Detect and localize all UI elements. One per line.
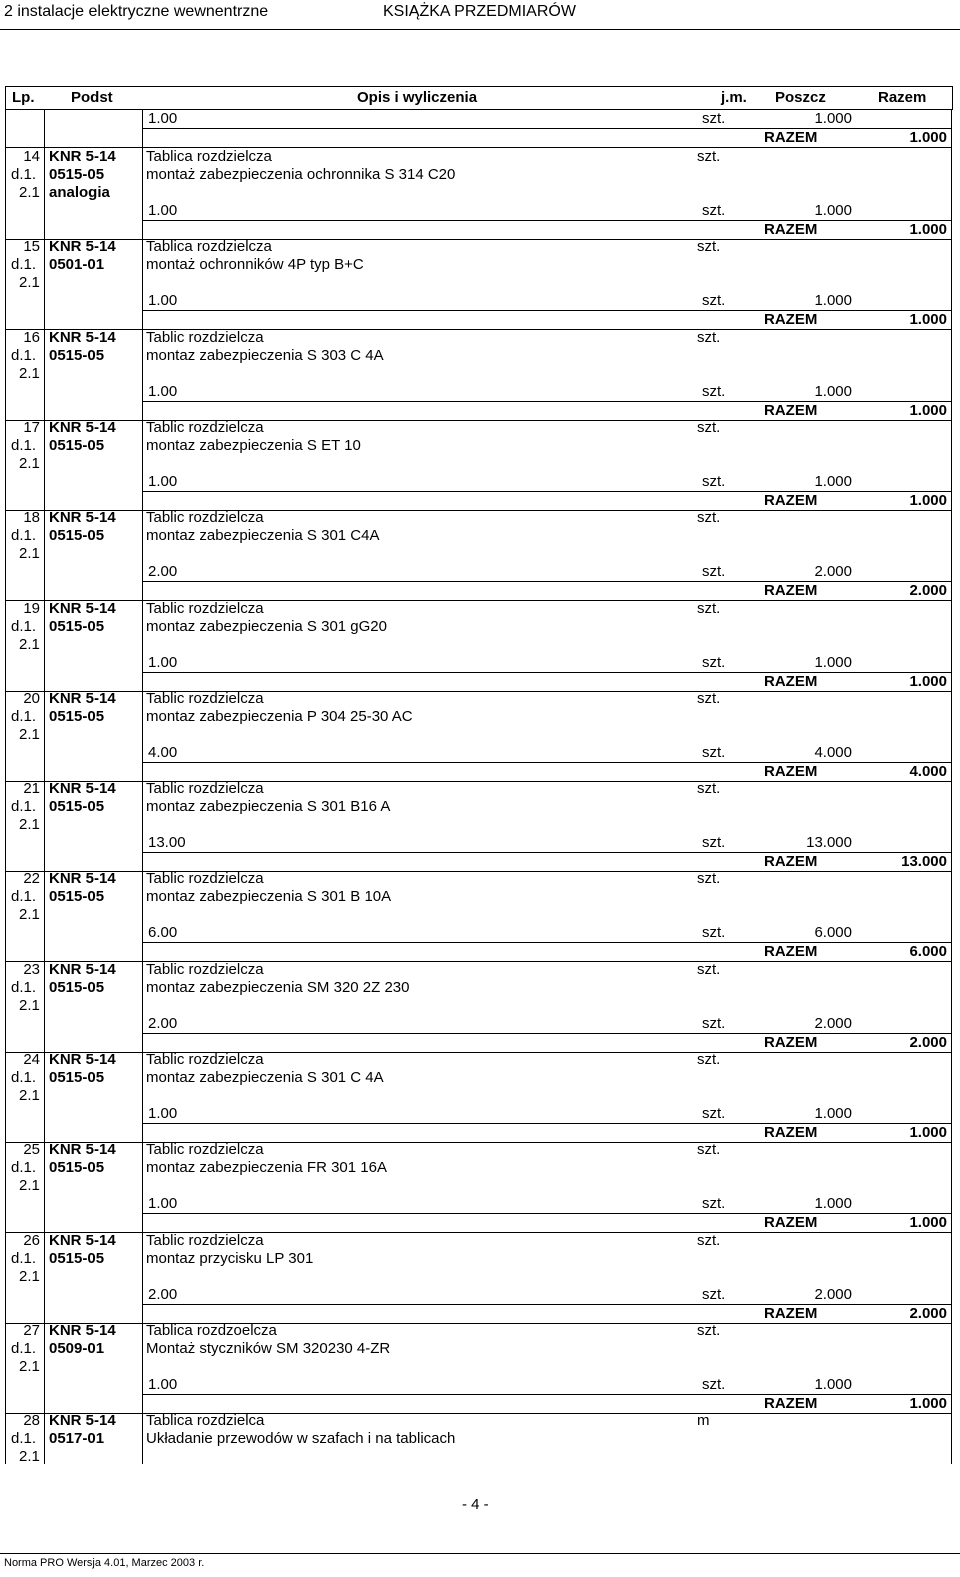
position-row xyxy=(5,600,951,670)
razem-label: RAZEM xyxy=(764,763,818,780)
basis-table: 0515-05 xyxy=(49,1159,105,1176)
software-footer: Norma PRO Wersja 4.01, Marzec 2003 r. xyxy=(4,1557,205,1569)
razem-label: RAZEM xyxy=(764,1305,818,1322)
quantity-poszcz: 13.000 xyxy=(806,834,852,851)
basis-table: 0515-05 xyxy=(49,527,105,544)
razem-line xyxy=(0,221,951,239)
basis-table: 0515-05 xyxy=(49,888,105,905)
position-number-part: 2.1 xyxy=(19,906,40,923)
razem-line xyxy=(0,1395,951,1413)
position-unit: szt. xyxy=(697,509,721,526)
razem-value: 1.000 xyxy=(909,492,947,509)
razem-value: 1.000 xyxy=(909,221,947,238)
quantity-value: 1.00 xyxy=(148,202,178,219)
razem-value: 1.000 xyxy=(909,1395,947,1412)
quantity-unit: szt. xyxy=(702,654,726,671)
position-unit: szt. xyxy=(697,329,721,346)
quantity-poszcz: 1.000 xyxy=(814,1376,852,1393)
position-unit: szt. xyxy=(697,419,721,436)
basis-catalog: KNR 5-14 xyxy=(49,780,116,797)
position-unit: szt. xyxy=(697,238,721,255)
basis-table: 0509-01 xyxy=(49,1340,105,1357)
razem-line xyxy=(0,1034,951,1052)
basis-catalog: KNR 5-14 xyxy=(49,961,116,978)
quantity-value: 13.00 xyxy=(148,834,186,851)
table-column-headers xyxy=(5,86,953,110)
position-number-part: 2.1 xyxy=(19,545,40,562)
position-description: montaz zabezpieczenia P 304 25-30 AC xyxy=(146,708,413,725)
position-number: 28 xyxy=(23,1412,40,1429)
razem-label: RAZEM xyxy=(764,402,818,419)
quantity-value: 2.00 xyxy=(148,1286,178,1303)
position-description: Układanie przewodów w szafach i na tablicach xyxy=(146,1430,456,1447)
quantity-value: 1.00 xyxy=(148,654,178,671)
razem-value: 2.000 xyxy=(909,1305,947,1322)
razem-value: 1.000 xyxy=(909,311,947,328)
column-header-poszcz: Poszcz xyxy=(775,89,826,106)
basis-catalog: KNR 5-14 xyxy=(49,870,116,887)
position-number-part: d.1. xyxy=(11,1069,37,1086)
razem-line xyxy=(0,763,951,781)
position-number: 21 xyxy=(23,780,40,797)
position-row xyxy=(5,1232,951,1302)
razem-line xyxy=(0,402,951,420)
position-description: montaż zabezpieczenia ochronnika S 314 C20 xyxy=(146,166,456,183)
razem-label: RAZEM xyxy=(764,1214,818,1231)
position-number-part: 2.1 xyxy=(19,184,40,201)
razem-value: 2.000 xyxy=(909,582,947,599)
quantity-unit: szt. xyxy=(702,202,726,219)
position-unit: szt. xyxy=(697,780,721,797)
basis-catalog: KNR 5-14 xyxy=(49,509,116,526)
column-header-razem: Razem xyxy=(878,89,927,106)
position-title: Tablic rozdzielcza xyxy=(146,329,264,346)
basis-table: 0515-05 xyxy=(49,437,105,454)
position-number-part: d.1. xyxy=(11,1159,37,1176)
position-title: Tablica rozdzielca xyxy=(146,1412,265,1429)
quantity-unit: szt. xyxy=(702,1195,726,1212)
position-row xyxy=(5,1141,951,1211)
basis-catalog: KNR 5-14 xyxy=(49,1141,116,1158)
quantity-unit: szt. xyxy=(702,1286,726,1303)
quantity-unit: szt. xyxy=(702,563,726,580)
position-number: 18 xyxy=(23,509,40,526)
razem-line xyxy=(0,673,951,691)
position-number-part: 2.1 xyxy=(19,1177,40,1194)
quantity-value: 2.00 xyxy=(148,563,178,580)
header-rule xyxy=(0,29,960,30)
razem-value: 1.000 xyxy=(909,129,947,146)
basis-table: 0515-05 xyxy=(49,618,105,635)
position-description: montaz przycisku LP 301 xyxy=(146,1250,314,1267)
position-description: montaz zabezpieczenia SM 320 2Z 230 xyxy=(146,979,410,996)
basis-table: 0517-01 xyxy=(49,1430,105,1447)
position-number-part: 2.1 xyxy=(19,636,40,653)
razem-label: RAZEM xyxy=(764,129,818,146)
column-header-podst: Podst xyxy=(71,89,113,106)
razem-value: 1.000 xyxy=(909,673,947,690)
quantity-poszcz: 2.000 xyxy=(814,563,852,580)
position-number-part: d.1. xyxy=(11,979,37,996)
basis-catalog: KNR 5-14 xyxy=(49,1322,116,1339)
quantity-value: 1.00 xyxy=(148,383,178,400)
position-number: 24 xyxy=(23,1051,40,1068)
razem-label: RAZEM xyxy=(764,673,818,690)
razem-line xyxy=(0,853,951,871)
position-row xyxy=(5,148,951,218)
position-number-part: d.1. xyxy=(11,256,37,273)
position-row xyxy=(5,1412,951,1482)
position-number-part: d.1. xyxy=(11,888,37,905)
basis-catalog: KNR 5-14 xyxy=(49,1412,116,1429)
position-unit: szt. xyxy=(697,600,721,617)
basis-catalog: KNR 5-14 xyxy=(49,419,116,436)
position-row xyxy=(5,329,951,399)
column-header-opis: Opis i wyliczenia xyxy=(357,89,478,106)
razem-value: 1.000 xyxy=(909,402,947,419)
basis-table: 0515-05 xyxy=(49,708,105,725)
position-number-part: d.1. xyxy=(11,618,37,635)
position-number-part: d.1. xyxy=(11,708,37,725)
quantity-value: 6.00 xyxy=(148,924,178,941)
position-row xyxy=(5,870,951,940)
basis-table: 0515-05 xyxy=(49,1250,105,1267)
position-title: Tablica rozdzielcza xyxy=(146,238,272,255)
position-number-part: 2.1 xyxy=(19,1268,40,1285)
quantity-poszcz: 1.000 xyxy=(814,292,852,309)
quantity-unit: szt. xyxy=(702,1015,726,1032)
quantity-value: 4.00 xyxy=(148,744,178,761)
position-title: Tablica rozdzielcza xyxy=(146,148,272,165)
position-description: montaz zabezpieczenia S ET 10 xyxy=(146,437,361,454)
basis-table: 0515-05 xyxy=(49,798,105,815)
quantity-poszcz: 1.000 xyxy=(814,1105,852,1122)
position-description: montaz zabezpieczenia S 301 B 10A xyxy=(146,888,392,905)
quantity-unit: szt. xyxy=(702,834,726,851)
razem-line xyxy=(0,311,951,329)
razem-label: RAZEM xyxy=(764,221,818,238)
position-unit: szt. xyxy=(697,148,721,165)
razem-label: RAZEM xyxy=(764,943,818,960)
razem-line xyxy=(0,943,951,961)
position-title: Tablic rozdzielcza xyxy=(146,419,264,436)
quantity-unit: szt. xyxy=(702,1376,726,1393)
position-number: 20 xyxy=(23,690,40,707)
position-unit: szt. xyxy=(697,870,721,887)
razem-value: 2.000 xyxy=(909,1034,947,1051)
position-number: 16 xyxy=(23,329,40,346)
position-title: Tablic rozdzielcza xyxy=(146,780,264,797)
razem-line xyxy=(0,1214,951,1232)
razem-line xyxy=(0,1124,951,1142)
quantity-unit: szt. xyxy=(702,1105,726,1122)
razem-line xyxy=(0,582,951,600)
position-number-part: d.1. xyxy=(11,437,37,454)
position-number: 27 xyxy=(23,1322,40,1339)
position-number-part: d.1. xyxy=(11,1430,37,1447)
position-unit: szt. xyxy=(697,961,721,978)
quantity-value: 1.00 xyxy=(148,1105,178,1122)
position-title: Tablic rozdzielcza xyxy=(146,1051,264,1068)
basis-catalog: KNR 5-14 xyxy=(49,148,116,165)
position-description: montaz zabezpieczenia S 301 C 4A xyxy=(146,1069,384,1086)
position-number-part: 2.1 xyxy=(19,997,40,1014)
position-description: Montaż styczników SM 320230 4-ZR xyxy=(146,1340,391,1357)
basis-catalog: KNR 5-14 xyxy=(49,238,116,255)
basis-catalog: KNR 5-14 xyxy=(49,329,116,346)
position-title: Tablica rozdzoelcza xyxy=(146,1322,277,1339)
position-number-part: d.1. xyxy=(11,798,37,815)
position-unit: m xyxy=(697,1412,710,1429)
position-unit: szt. xyxy=(697,1322,721,1339)
basis-table: 0515-05 xyxy=(49,1069,105,1086)
position-number: 23 xyxy=(23,961,40,978)
quantity-unit: szt. xyxy=(702,744,726,761)
basis-catalog: KNR 5-14 xyxy=(49,690,116,707)
quantity-poszcz: 1.000 xyxy=(814,202,852,219)
quantity-value: 1.00 xyxy=(148,473,178,490)
quantity-unit: szt. xyxy=(702,473,726,490)
footer-rule xyxy=(0,1553,960,1554)
position-number: 25 xyxy=(23,1141,40,1158)
position-number: 17 xyxy=(23,419,40,436)
position-number-part: d.1. xyxy=(11,1340,37,1357)
position-number-part: d.1. xyxy=(11,166,37,183)
position-number: 19 xyxy=(23,600,40,617)
position-number: 22 xyxy=(23,870,40,887)
position-title: Tablic rozdzielcza xyxy=(146,509,264,526)
position-description: montaz zabezpieczenia S 301 C4A xyxy=(146,527,380,544)
quantity-poszcz: 4.000 xyxy=(814,744,852,761)
position-row xyxy=(5,1322,951,1392)
razem-value: 4.000 xyxy=(909,763,947,780)
position-number: 15 xyxy=(23,238,40,255)
position-title: Tablic rozdzielcza xyxy=(146,961,264,978)
column-header-jm: j.m. xyxy=(721,89,747,106)
basis-table: 0501-01 xyxy=(49,256,105,273)
position-number-part: 2.1 xyxy=(19,1358,40,1375)
razem-label: RAZEM xyxy=(764,311,818,328)
razem-label: RAZEM xyxy=(764,492,818,509)
quantity-poszcz: 1.000 xyxy=(814,1195,852,1212)
basis-catalog: KNR 5-14 xyxy=(49,600,116,617)
position-number-part: 2.1 xyxy=(19,726,40,743)
position-title: Tablic rozdzielcza xyxy=(146,1232,264,1249)
position-row xyxy=(5,690,951,760)
position-row xyxy=(5,238,951,308)
razem-label: RAZEM xyxy=(764,1395,818,1412)
quantity-poszcz: 1.000 xyxy=(814,383,852,400)
position-number-part: d.1. xyxy=(11,347,37,364)
document-book-title: KSIĄŻKA PRZEDMIARÓW xyxy=(383,3,576,20)
position-description: montaż ochronników 4P typ B+C xyxy=(146,256,364,273)
position-row xyxy=(5,1051,951,1121)
razem-label: RAZEM xyxy=(764,1034,818,1051)
position-number-part: 2.1 xyxy=(19,1448,40,1465)
column-header-lp: Lp. xyxy=(12,89,35,106)
quantity-value: 1.00 xyxy=(148,110,178,127)
position-title: Tablic rozdzielcza xyxy=(146,690,264,707)
position-row xyxy=(5,509,951,579)
razem-value: 13.000 xyxy=(901,853,947,870)
position-unit: szt. xyxy=(697,690,721,707)
quantity-value: 1.00 xyxy=(148,1195,178,1212)
position-number-part: 2.1 xyxy=(19,365,40,382)
position-number-part: d.1. xyxy=(11,527,37,544)
position-description: montaz zabezpieczenia S 301 B16 A xyxy=(146,798,391,815)
position-title: Tablic rozdzielcza xyxy=(146,1141,264,1158)
razem-value: 1.000 xyxy=(909,1214,947,1231)
razem-label: RAZEM xyxy=(764,853,818,870)
position-unit: szt. xyxy=(697,1141,721,1158)
position-description: montaz zabezpieczenia S 303 C 4A xyxy=(146,347,384,364)
quantity-unit: szt. xyxy=(702,110,726,127)
quantity-poszcz: 2.000 xyxy=(814,1015,852,1032)
razem-line xyxy=(0,1305,951,1323)
basis-table: 0515-05 xyxy=(49,166,105,183)
position-description: montaz zabezpieczenia FR 301 16A xyxy=(146,1159,387,1176)
position-number-part: 2.1 xyxy=(19,455,40,472)
quantity-poszcz: 1.000 xyxy=(814,110,852,127)
quantity-poszcz: 1.000 xyxy=(814,473,852,490)
position-unit: szt. xyxy=(697,1051,721,1068)
position-row xyxy=(5,961,951,1031)
razem-line xyxy=(0,492,951,510)
position-number: 26 xyxy=(23,1232,40,1249)
quantity-value: 2.00 xyxy=(148,1015,178,1032)
quantity-unit: szt. xyxy=(702,383,726,400)
razem-label: RAZEM xyxy=(764,582,818,599)
quantity-value: 1.00 xyxy=(148,1376,178,1393)
position-number-part: d.1. xyxy=(11,1250,37,1267)
position-number-part: 2.1 xyxy=(19,274,40,291)
position-title: Tablic rozdzielcza xyxy=(146,870,264,887)
razem-value: 1.000 xyxy=(909,1124,947,1141)
basis-catalog: KNR 5-14 xyxy=(49,1051,116,1068)
document-section-title: 2 instalacje elektryczne wewnentrzne xyxy=(4,3,269,20)
quantity-value: 1.00 xyxy=(148,292,178,309)
razem-value: 6.000 xyxy=(909,943,947,960)
razem-line xyxy=(0,129,951,147)
position-number-part: 2.1 xyxy=(19,1087,40,1104)
quantity-poszcz: 1.000 xyxy=(814,654,852,671)
quantity-poszcz: 6.000 xyxy=(814,924,852,941)
basis-catalog: KNR 5-14 xyxy=(49,1232,116,1249)
position-description: montaz zabezpieczenia S 301 gG20 xyxy=(146,618,387,635)
position-unit: szt. xyxy=(697,1232,721,1249)
basis-table: 0515-05 xyxy=(49,979,105,996)
position-number: 14 xyxy=(23,148,40,165)
quantity-poszcz: 2.000 xyxy=(814,1286,852,1303)
position-row xyxy=(5,419,951,489)
basis-table: 0515-05 xyxy=(49,347,105,364)
position-title: Tablic rozdzielcza xyxy=(146,600,264,617)
position-number-part: 2.1 xyxy=(19,816,40,833)
page-number: - 4 - xyxy=(462,1496,489,1513)
table-border-right xyxy=(951,110,952,1464)
razem-label: RAZEM xyxy=(764,1124,818,1141)
basis-note: analogia xyxy=(49,184,110,201)
quantity-unit: szt. xyxy=(702,924,726,941)
quantity-unit: szt. xyxy=(702,292,726,309)
